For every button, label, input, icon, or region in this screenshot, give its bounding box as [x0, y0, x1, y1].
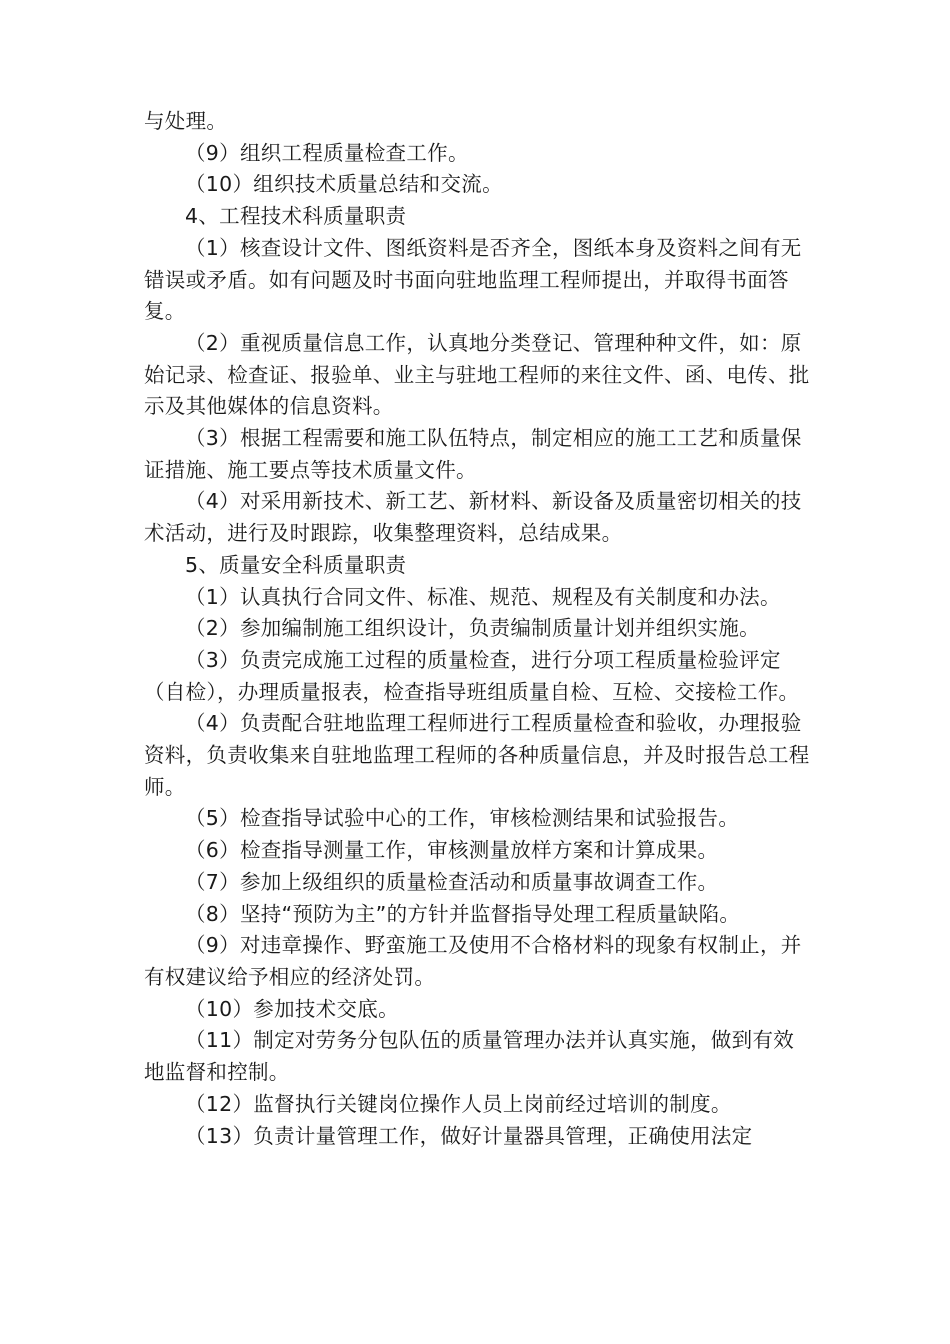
- list-item: （4）对采用新技术、新工艺、新材料、新设备及质量密切相关的技术活动，进行及时跟踪，收集整理资料，总结成果。: [144, 489, 802, 546]
- list-item: （4）负责配合驻地监理工程师进行工程质量检查和验收，办理报验资料，负责收集来自驻地监理工程师的各种质量信息，并及时报告总工程师。: [144, 711, 810, 799]
- list-item: （8）坚持“预防为主”的方针并监督指导处理工程质量缺陷。: [185, 901, 741, 926]
- list-item: （12）监督执行关键岗位操作人员上岗前经过培训的制度。: [185, 1091, 732, 1116]
- list-item: （11）制定对劳务分包队伍的质量管理办法并认真实施，做到有效地监督和控制。: [144, 1028, 795, 1085]
- list-item: （3）负责完成施工过程的质量检查，进行分项工程质量检验评定（自检），办理质量报表，检查指导班组质量自检、互检、交接检工作。: [144, 647, 800, 704]
- list-item: （10）参加技术交底。: [185, 996, 399, 1021]
- paragraph-continuation: 与处理。: [144, 109, 228, 133]
- list-item: （7）参加上级组织的质量检查活动和质量事故调查工作。: [185, 869, 719, 894]
- section-heading: 4、工程技术科质量职责: [185, 204, 407, 229]
- list-item: （10）组织技术质量总结和交流。: [185, 172, 503, 197]
- list-item: （6）检查指导测量工作，审核测量放样方案和计算成果。: [185, 838, 719, 863]
- list-item: （3）根据工程需要和施工队伍特点，制定相应的施工工艺和质量保证措施、施工要点等技术质量文件。: [144, 426, 802, 482]
- list-item: （1）认真执行合同文件、标准、规范、规程及有关制度和办法。: [185, 584, 781, 609]
- list-item: （9）对违章操作、野蛮施工及使用不合格材料的现象有权制止，并有权建议给予相应的经济处罚。: [144, 933, 802, 989]
- list-item: （2）重视质量信息工作，认真地分类登记、管理种种文件，如：原始记录、检查证、报验单、业主与驻地工程师的来往文件、函、电传、批示及其他媒体的信息资料。: [144, 330, 810, 419]
- document-body: [144, 106, 814, 1152]
- section-heading: 5、质量安全科质量职责: [185, 552, 407, 577]
- list-item: （5）检查指导试验中心的工作，审核检测结果和试验报告。: [185, 806, 740, 831]
- list-item: （1）核查设计文件、图纸资料是否齐全，图纸本身及资料之间有无错误或矛盾。如有问题及时书面向驻地监理工程师提出，并取得书面答复。: [144, 235, 802, 324]
- list-item: （2）参加编制施工组织设计，负责编制质量计划并组织实施。: [185, 616, 760, 641]
- list-item: （13）负责计量管理工作，做好计量器具管理，正确使用法定: [185, 1123, 753, 1148]
- list-item: （9）组织工程质量检查工作。: [185, 140, 469, 165]
